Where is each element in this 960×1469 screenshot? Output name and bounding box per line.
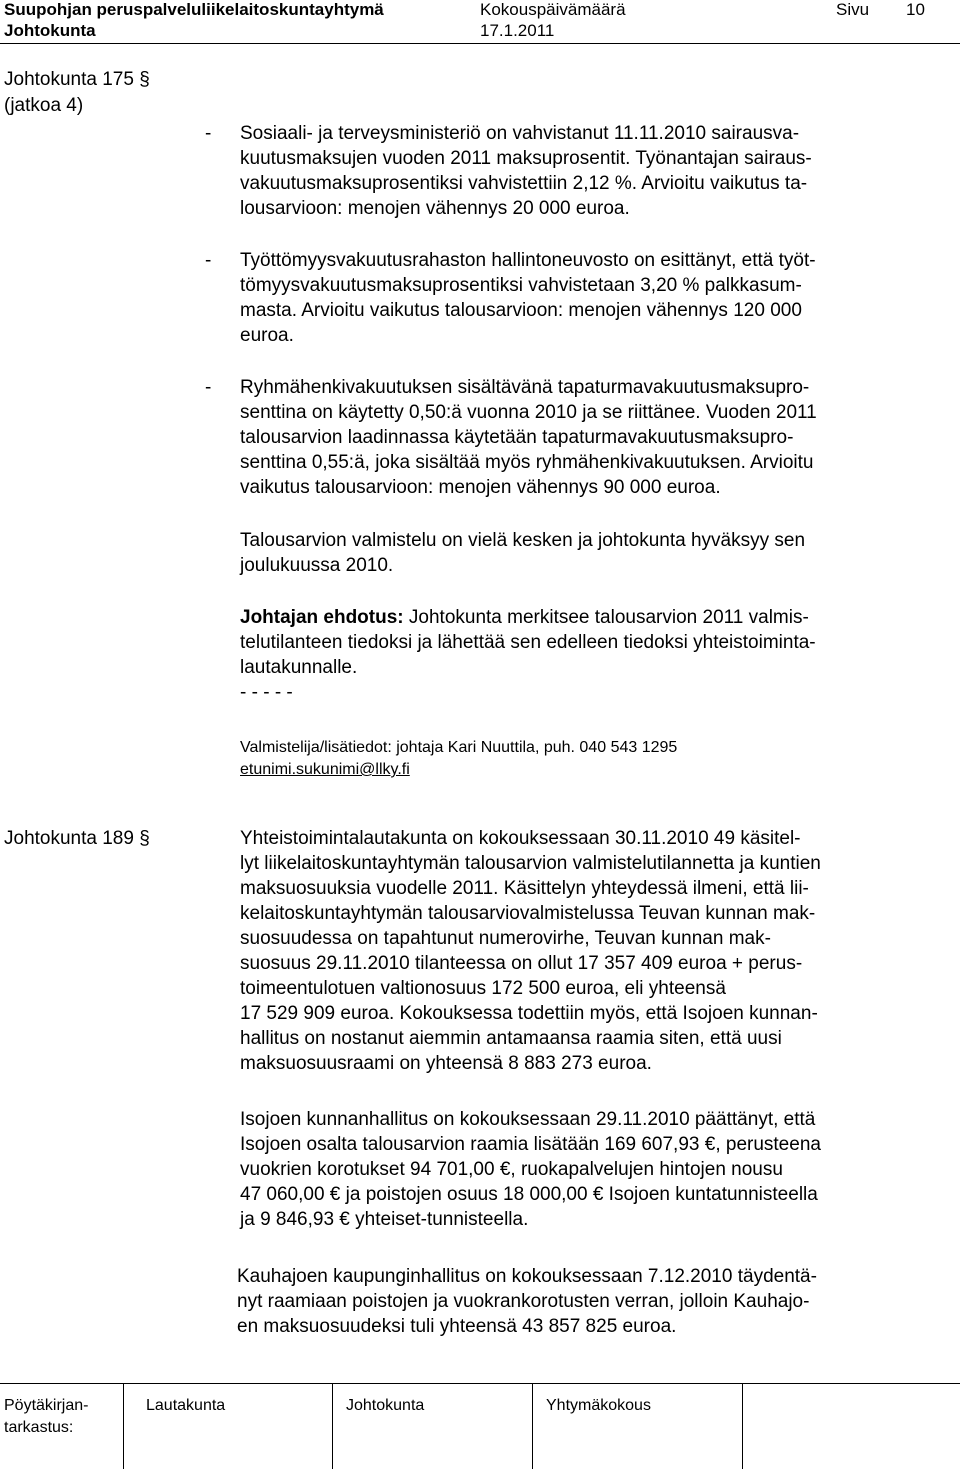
header-doc-type: Kokouspäivämäärä — [480, 0, 626, 19]
section-189-label: Johtokunta 189 § — [4, 828, 150, 849]
para-kauhajoki: Kauhajoen kaupunginhallitus on kokouksessaan 7.12.2010 täydentä- nyt raamiaan poistojen ja vuokrankorotusten verran, jolloin Kauhajo- en maksuosuudeksi tuli yhteensä 43 857 825 euroa. — [237, 1266, 817, 1337]
proposal-label: Johtajan ehdotus: — [240, 607, 404, 628]
header-page-label: Sivu — [836, 0, 870, 19]
footer-johtokunta: Johtokunta — [346, 1397, 425, 1414]
footer-divider — [532, 1383, 533, 1469]
footer-yhtymakokous: Yhtymäkokous — [546, 1397, 651, 1414]
bullet-dash: - — [205, 123, 212, 144]
footer-tarkastus: Pöytäkirjan- tarkastus: — [4, 1397, 89, 1436]
item-ryhmahenkivakuutus: Ryhmähenkivakuutuksen sisältävänä tapaturmavakuutusmaksupro- senttina on käytetty 0,50:ä vuonna 2010 ja se riittänee. Vuoden 2011 talousarvion laadinnassa käytetään tapaturmavakuutusmaksupro- senttina 0,55:ä, joka sisältää myös ryhmähenkivakuutuksen. Arvioitu vaikutus talousarvioon: menojen vähennys 90 000 euroa. — [240, 377, 817, 498]
contact-info: Valmistelija/lisätiedot: johtaja Kari Nuuttila, puh. 040 543 1295 — [240, 739, 678, 756]
email-link[interactable]: etunimi.sukunimi@llky.fi — [240, 761, 410, 778]
bullet-dash: - — [205, 250, 212, 271]
header-org: Suupohjan peruspalveluliikelaitoskuntayhtymä — [4, 0, 384, 19]
para-isojoki: Isojoen kunnanhallitus on kokouksessaan 29.11.2010 päättänyt, että Isojoen osalta talousarvion raamia lisätään 169 607,93 €, perusteena vuokrien korotukset 94 701,00 €, ruokapalvelujen hintojen nousu 47 060,00 € ja poistojen osuus 18 000,00 € Isojoen kuntatunnisteella ja 9 846,93 € yhteiset-tunnisteella. — [240, 1109, 821, 1230]
section-175-sublabel: (jatkoa 4) — [4, 95, 84, 116]
bullet-dash: - — [205, 377, 212, 398]
item-tyottomyysvakuutus: Työttömyysvakuutusrahaston hallintoneuvosto on esittänyt, että työt- tömyysvakuutusmaksuprosentiksi vahvistetaan 3,20 % palkkasum- masta. Arvioitu vaikutus talousarvioon: menojen vähennys 120 000 euroa. — [240, 250, 816, 346]
header-body: Johtokunta — [4, 21, 96, 40]
header-page-number: 10 — [906, 0, 925, 19]
footer-divider — [332, 1383, 333, 1469]
footer-divider — [742, 1383, 743, 1469]
item-sairausvakuutus: Sosiaali- ja terveysministeriö on vahvistanut 11.11.2010 sairausva- kuutusmaksujen vuoden 2011 maksuprosentit. Työnantajan sairaus- vakuutusmaksuprosentiksi vahvistettiin 2,12 %. Arvioitu vaikutus ta- lousarvioon: menojen vähennys 20 000 euroa. — [240, 123, 812, 219]
section-175-label: Johtokunta 175 § — [4, 69, 150, 90]
footer-rule — [0, 1383, 960, 1384]
proposal: Johtajan ehdotus: Johtokunta merkitsee talousarvion 2011 valmis- telutilanteen tiedoksi ja lähettää sen edelleen tiedoksi yhteistoiminta- lautakunnalle. - - - - - — [240, 605, 940, 705]
header-date: 17.1.2011 — [480, 21, 555, 40]
header-rule — [0, 43, 960, 44]
para-yhteistoiminta: Yhteistoimintalautakunta on kokouksessaan 30.11.2010 49 käsitel- lyt liikelaitoskuntayhtymän talousarvion valmistelutilannetta ja kuntien maksuosuuksia vuodelle 2011. Käsittelyn yhteydessä ilmeni, että lii- kelaitoskuntayhtymän talousarviovalmistelussa Teuvan kunnan mak- suosuudessa on tapahtunut numerovirhe, Teuvan kunnan mak- suosuus 29.11.2010 tilanteessa on ollut 17 357 409 euroa + perus- toimeentulotuen valtionosuus 172 500 euroa, eli yhteensä 17 529 909 euroa. Kokouksessa todettiin myös, että Isojoen kunnan- hallitus on nostanut aiemmin antamaansa raamia siten, että uusi maksuosuusraami on yhteensä 8 883 273 euroa. — [240, 828, 821, 1074]
footer-divider — [123, 1383, 124, 1469]
footer-lautakunta: Lautakunta — [146, 1397, 226, 1414]
para-valmistelu: Talousarvion valmistelu on vielä kesken ja johtokunta hyväksyy sen joulukuussa 2010. — [240, 530, 806, 576]
separator: - - - - - — [240, 682, 293, 703]
